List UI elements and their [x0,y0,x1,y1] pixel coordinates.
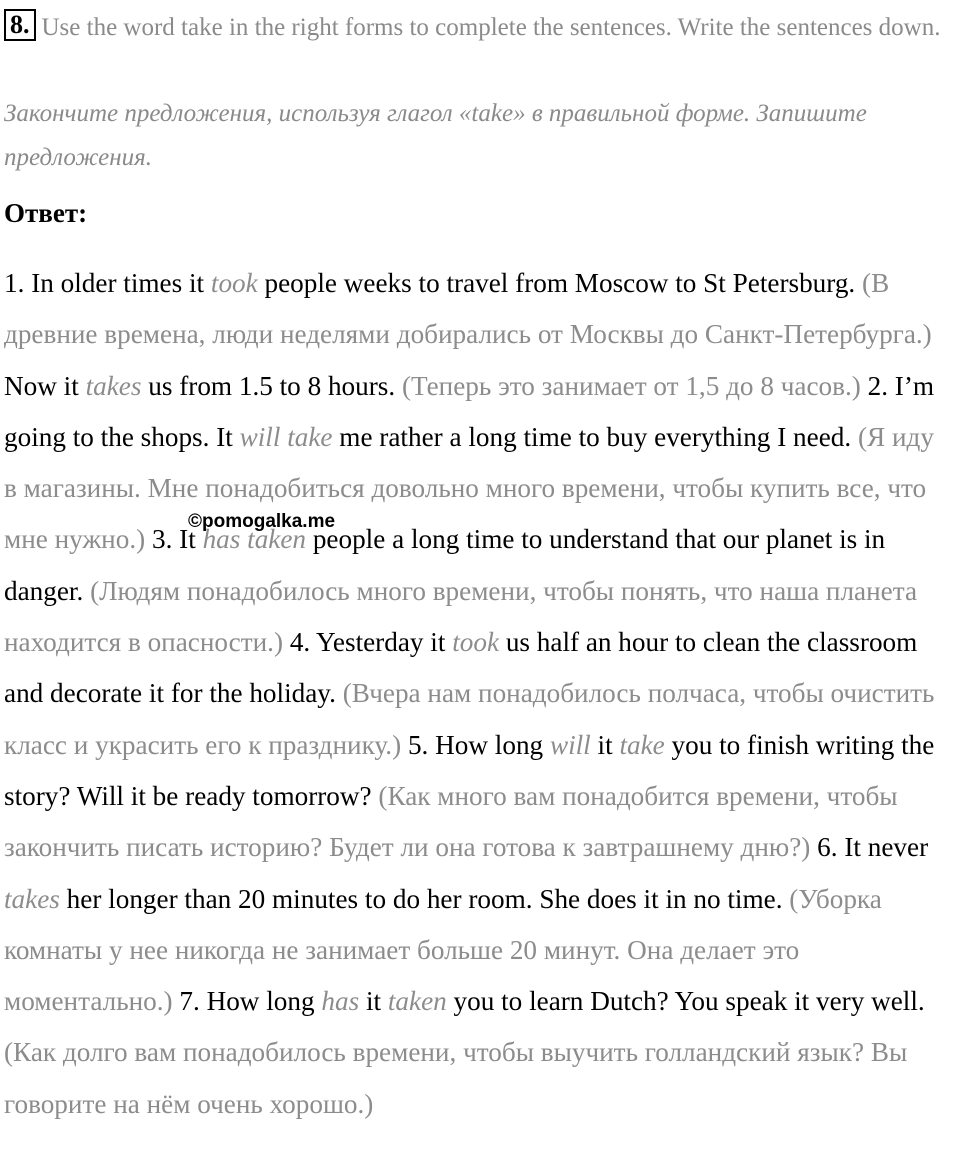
sentence-en: it [590,729,620,760]
sentence-en: you to learn Dutch? You speak it very well. [446,986,925,1017]
task-instruction-en-text: Use the word take in the right forms to complete the sentences. Write the sentences down. [41,14,941,41]
verb-form: take [619,729,665,760]
sentence-en: people weeks to travel from Moscow to St Petersburg. [257,268,863,298]
translation-ru: (В древние времена, люди неделями добирались от Москвы до Санкт-Петербурга.) [4,268,932,350]
translation-ru: (Как долго вам понадобилось времени, чтобы выучить голландский язык? Вы говорите на нём очень хорошо.) [4,1037,908,1119]
sentence-en: people a long time to understand that our planet is in danger. [4,524,886,606]
verb-form: took [210,268,258,298]
translation-ru: (Как много вам понадобится времени, чтобы закончить писать историю? Будет ли она готова к завтрашнему дню?) [4,780,898,863]
verb-form: taken [387,986,447,1017]
sentence-en: it [359,986,388,1017]
translation-ru: (Я иду в магазины. Мне понадобиться довольно много времени, чтобы купить все, что мне нужно.) [4,421,934,555]
verb-form: takes [85,370,142,401]
sentence-en: you to finish writing the story? Will it be ready tomorrow? [4,729,935,811]
translation-ru: (Людям понадобилось много времени, чтобы понять, что наша планета находится в опасности.) [4,575,918,658]
translation-ru: (Теперь это занимает от 1,5 до 8 часов.) [401,370,861,401]
sentence-en: 6. It never [810,832,929,863]
answer-heading: Ответ: [4,198,88,228]
verb-form: will take [239,421,333,452]
sentence-en: 5. How long [401,729,550,760]
task-instruction-ru: Закончите предложения, используя глагол «take» в правильной форме. Запишите предложения. [4,100,867,171]
verb-form: took [452,627,500,658]
sentence-en: Now it [4,370,86,401]
translation-ru: (Уборка комнаты у нее никогда не занимает больше 20 минут. Она делает это моментально.) [4,883,882,1017]
sentence-en: 3. It [145,524,203,555]
sentence-en: 1. In older times it [4,268,211,298]
watermark: ©pomogalka.me [188,511,336,532]
task-number-badge: 8. [4,9,36,41]
verb-form: has taken [202,524,307,555]
sentence-en: us half an hour to clean the classroom and decorate it for the holiday. [4,627,918,709]
task-instruction-en [4,4,954,52]
sentence-en: her longer than 20 minutes to do her room. She does it in no time. [59,883,790,914]
sentence-en: 2. I’m going to the shops. It [4,370,935,452]
verb-form: will [549,729,591,760]
sentence-en: 4. Yesterday it [283,627,453,658]
sentence-en: us from 1.5 to 8 hours. [141,370,402,401]
sentence-en: me rather a long time to buy everything I need. [332,421,858,452]
verb-form: takes [4,883,60,914]
translation-ru: (Вчера нам понадобилось полчаса, чтобы очистить класс и украсить его к празднику.) [4,678,935,760]
sentence-en: 7. How long [172,986,322,1017]
verb-form: has [321,986,360,1017]
answer-text [4,258,948,1130]
